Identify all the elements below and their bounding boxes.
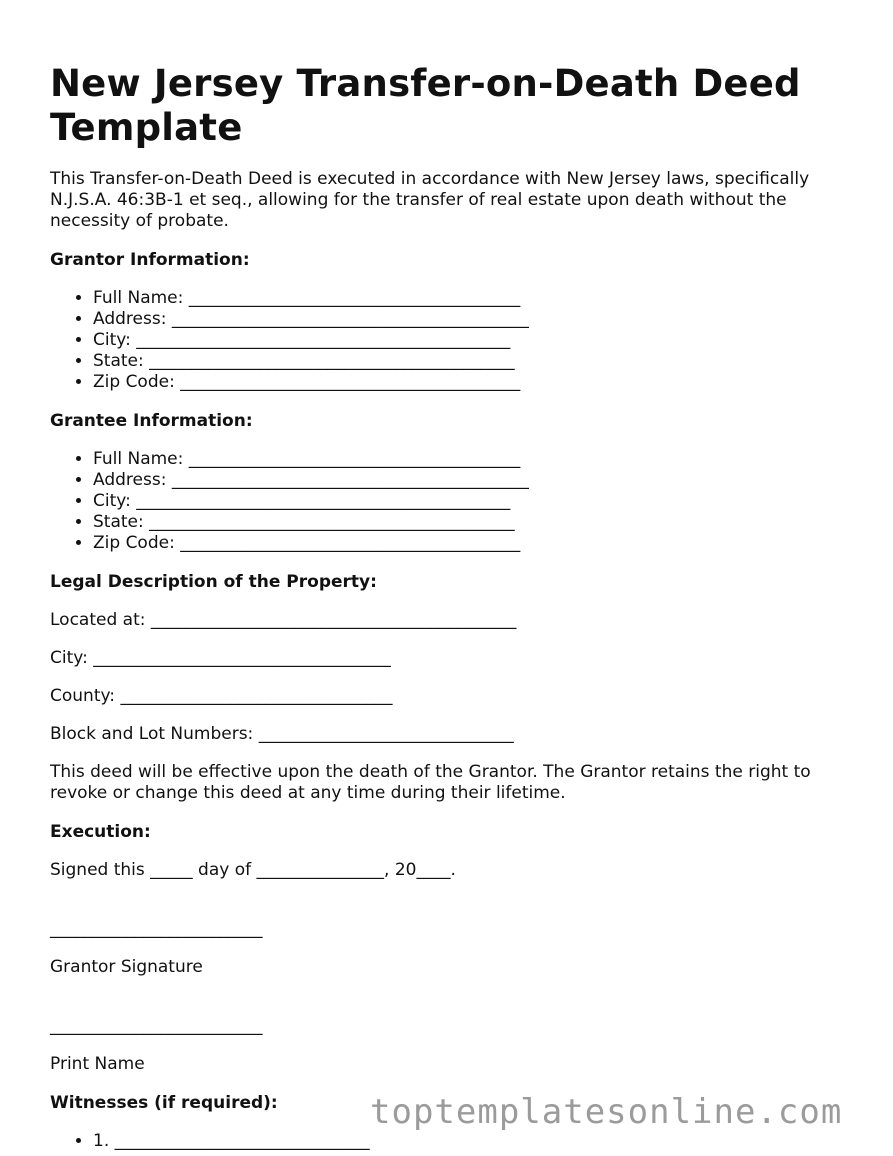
print-name-line: _________________________ xyxy=(50,1016,263,1036)
signed-date-line: Signed this _____ day of _______________, 20____. xyxy=(50,860,456,880)
document-title: New Jersey Transfer-on-Death Deed Template xyxy=(50,62,801,149)
grantee-zip-field: • Zip Code: ________________________________________ xyxy=(93,533,850,554)
witnesses-heading: Witnesses (if required): xyxy=(50,1093,278,1113)
grantor-zip-field: • Zip Code: ________________________________________ xyxy=(93,372,850,393)
property-block-lot-field: Block and Lot Numbers: ______________________________ xyxy=(50,724,514,744)
witness-item: • 1. ______________________________ xyxy=(93,1131,850,1152)
property-located-at-field: Located at: ___________________________________________ xyxy=(50,610,517,630)
property-heading: Legal Description of the Property: xyxy=(50,572,377,592)
grantor-full-name-field: • Full Name: _______________________________________ xyxy=(93,288,850,309)
grantor-signature-line: _________________________ xyxy=(50,919,263,939)
document-page xyxy=(50,62,850,1152)
grantee-address-field: • Address: __________________________________________ xyxy=(93,470,850,491)
grantor-state-field: • State: ___________________________________________ xyxy=(93,351,850,372)
grantor-heading: Grantor Information: xyxy=(50,250,250,270)
grantor-field-list xyxy=(50,288,850,393)
closing-paragraph: This deed will be effective upon the death of the Grantor. The Grantor retains the right to revoke or change this deed at any time during their lifetime. xyxy=(50,762,811,803)
grantee-full-name-field: • Full Name: _______________________________________ xyxy=(93,449,850,470)
grantee-field-list xyxy=(50,449,850,554)
grantee-city-field: • City: ____________________________________________ xyxy=(93,491,850,512)
execution-heading: Execution: xyxy=(50,822,151,842)
property-city-field: City: ___________________________________ xyxy=(50,648,391,668)
grantor-address-field: • Address: __________________________________________ xyxy=(93,309,850,330)
grantor-signature-label: Grantor Signature xyxy=(50,957,203,977)
property-county-field: County: ________________________________ xyxy=(50,686,393,706)
grantee-heading: Grantee Information: xyxy=(50,411,253,431)
grantee-state-field: • State: ___________________________________________ xyxy=(93,512,850,533)
print-name-label: Print Name xyxy=(50,1054,145,1074)
grantor-city-field: • City: ____________________________________________ xyxy=(93,330,850,351)
intro-paragraph: This Transfer-on-Death Deed is executed in accordance with New Jersey laws, specifically N.J.S.A. 46:3B-1 et seq., allowing for the transfer of real estate upon death without the necessity of probate. xyxy=(50,169,810,231)
watermark-text: toptemplatesonline.com xyxy=(370,1092,843,1132)
witness-list xyxy=(50,1131,850,1152)
